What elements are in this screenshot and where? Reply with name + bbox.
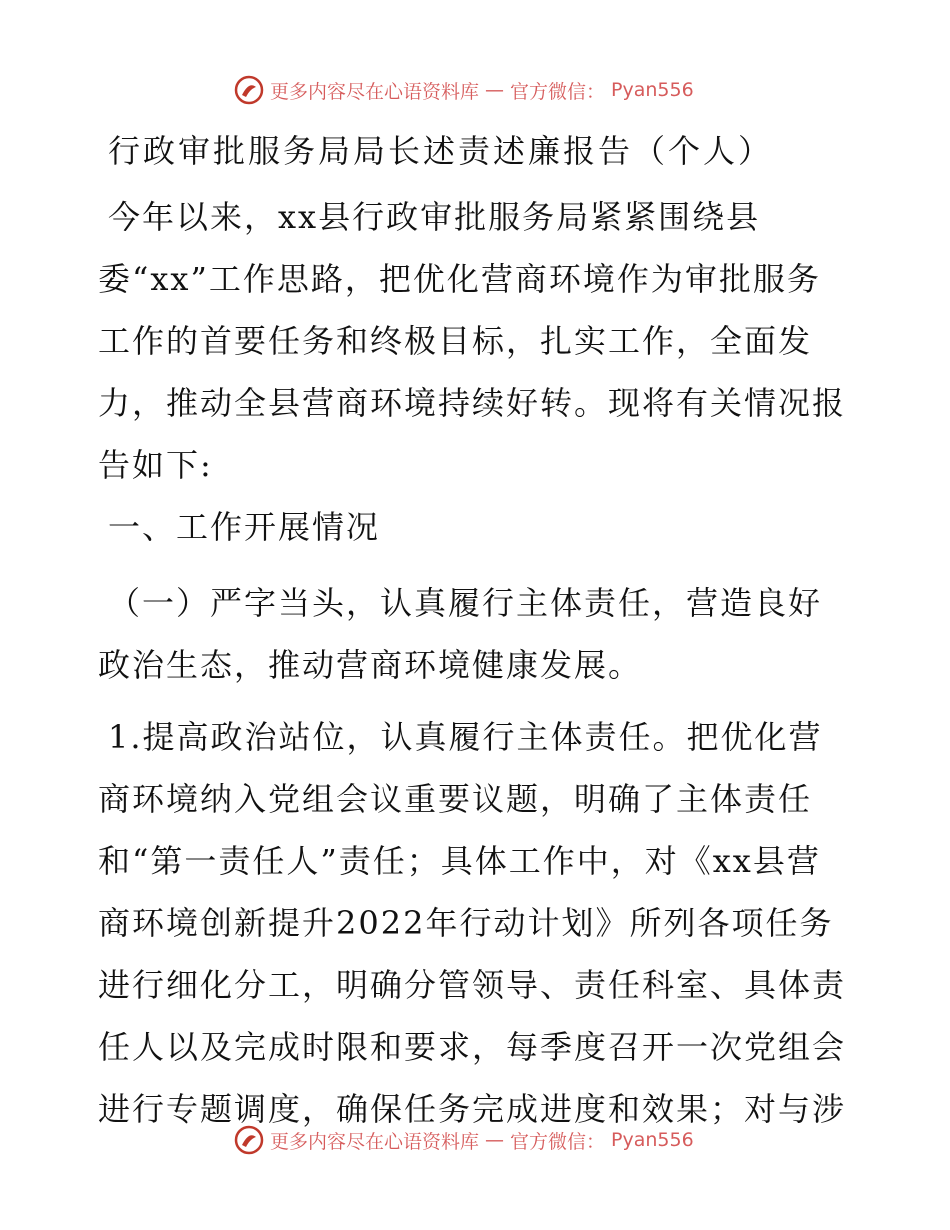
text-line: 1.提高政治站位，认真履行主体责任。把优化营: [108, 718, 823, 756]
subsection-heading: [98, 572, 858, 696]
watermark-wechat-label: 官方微信：: [510, 1130, 606, 1153]
watermark-text: 更多内容尽在心语资料库: [270, 1130, 480, 1153]
brand-logo-icon: [234, 1125, 264, 1155]
section-heading: [98, 496, 858, 558]
watermark-wechat-id: Pyan556: [611, 79, 694, 101]
text-line: 商环境纳入党组会议重要议题，明确了主体责任: [98, 780, 813, 818]
watermark-wechat-id: Pyan556: [611, 1129, 694, 1151]
text-line: （一）严字当头，认真履行主体责任，营造良好: [108, 584, 823, 622]
watermark-dash: —: [485, 1129, 505, 1151]
watermark-text: 更多内容尽在心语资料库: [270, 80, 480, 103]
text-line: 进行专题调度，确保任务完成进度和效果；对与涉: [98, 1090, 847, 1128]
paragraph-intro: [98, 186, 868, 496]
text-line: 任人以及完成时限和要求，每季度召开一次党组会: [98, 1028, 847, 1066]
text-line: 力，推动全县营商环境持续好转。现将有关情况报: [98, 384, 847, 422]
watermark-footer: [234, 1122, 694, 1158]
paragraph-item-1: [98, 706, 858, 1140]
document-title: 行政审批服务局局长述责述廉报告（个人）: [108, 132, 774, 170]
text-line: 今年以来，xx县行政审批服务局紧紧围绕县: [108, 198, 761, 236]
text-line: 进行细化分工，明确分管领导、责任科室、具体责: [98, 966, 847, 1004]
text-line: 委“xx”工作思路，把优化营商环境作为审批服务: [98, 260, 821, 298]
text-line: 和“第一责任人”责任；具体工作中，对《xx县营: [98, 842, 821, 880]
text-line: 告如下:: [98, 446, 213, 484]
heading-line: 一、工作开展情况: [108, 508, 381, 546]
watermark-wechat-label: 官方微信：: [510, 80, 606, 103]
watermark-dash: —: [485, 79, 505, 101]
text-line: 政治生态，推动营商环境健康发展。: [98, 646, 643, 684]
brand-logo-icon: [234, 75, 264, 105]
watermark-header: [234, 72, 694, 108]
text-line: 商环境创新提升2022年行动计划》所列各项任务: [98, 904, 834, 942]
text-line: 工作的首要任务和终极目标，扎实工作，全面发: [98, 322, 813, 360]
